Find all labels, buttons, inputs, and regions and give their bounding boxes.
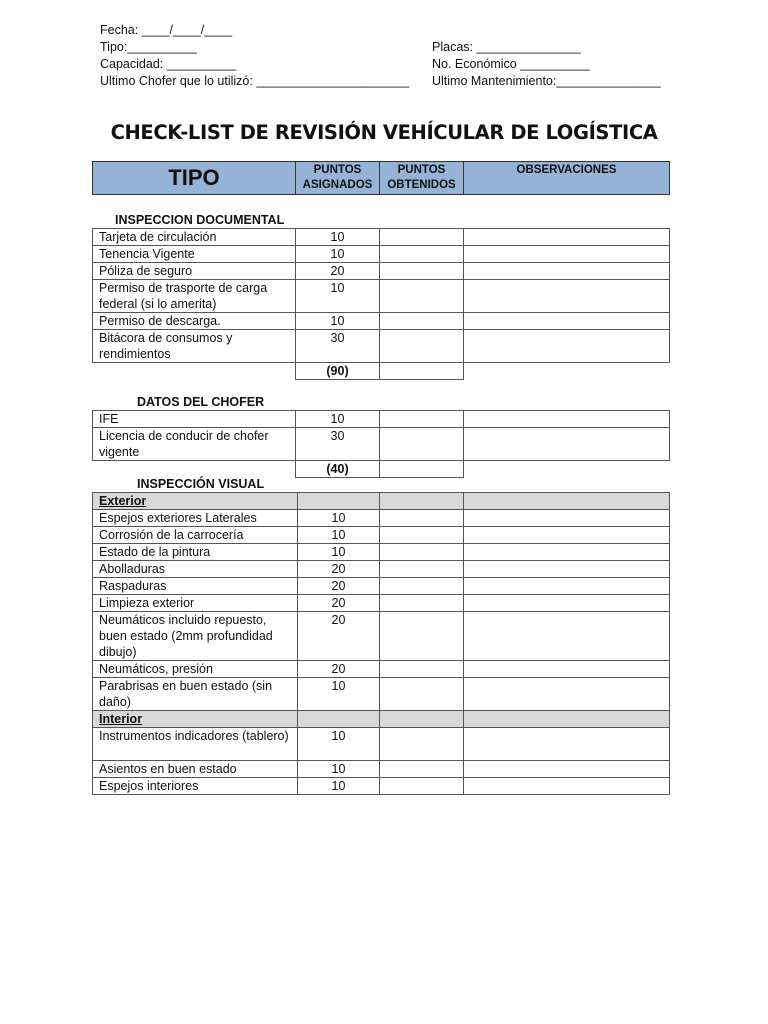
subsection-exterior: Exterior xyxy=(93,493,298,510)
item-label: Espejos interiores xyxy=(93,778,298,795)
item-label: Bitácora de consumos y rendimientos xyxy=(93,330,296,363)
blank-cell xyxy=(93,461,296,478)
points-obtained-cell[interactable] xyxy=(380,246,464,263)
item-label: Permiso de descarga. xyxy=(93,313,296,330)
item-points: 30 xyxy=(296,330,380,363)
points-obtained-cell[interactable] xyxy=(380,678,464,711)
observations-cell[interactable] xyxy=(464,661,670,678)
total-obtained-cell[interactable] xyxy=(380,363,464,380)
points-obtained-cell[interactable] xyxy=(380,561,464,578)
gray-cell xyxy=(298,711,380,728)
item-label: Estado de la pintura xyxy=(93,544,298,561)
points-obtained-cell[interactable] xyxy=(380,728,464,761)
item-points: 20 xyxy=(296,263,380,280)
gray-cell xyxy=(380,711,464,728)
item-label: Raspaduras xyxy=(93,578,298,595)
observations-cell[interactable] xyxy=(464,578,670,595)
points-obtained-cell[interactable] xyxy=(380,612,464,661)
observations-cell[interactable] xyxy=(464,612,670,661)
observations-cell[interactable] xyxy=(464,678,670,711)
item-label: Asientos en buen estado xyxy=(93,761,298,778)
observations-cell[interactable] xyxy=(464,527,670,544)
col-puntos-obtenidos: PUNTOS OBTENIDOS xyxy=(380,162,464,195)
item-points: 10 xyxy=(298,510,380,527)
blank-cell xyxy=(464,363,670,380)
item-points: 30 xyxy=(296,428,380,461)
item-points: 10 xyxy=(298,678,380,711)
col-tipo: TIPO xyxy=(93,162,296,195)
item-label: Espejos exteriores Laterales xyxy=(93,510,298,527)
points-obtained-cell[interactable] xyxy=(380,229,464,246)
table-documental xyxy=(92,228,670,380)
item-points: 10 xyxy=(296,229,380,246)
item-points: 10 xyxy=(296,246,380,263)
observations-cell[interactable] xyxy=(464,246,670,263)
observations-cell[interactable] xyxy=(464,761,670,778)
table-chofer xyxy=(92,410,670,478)
total-obtained-cell[interactable] xyxy=(380,461,464,478)
item-label: Permiso de trasporte de carga federal (si lo amerita) xyxy=(93,280,296,313)
gray-cell xyxy=(464,493,670,510)
points-obtained-cell[interactable] xyxy=(380,313,464,330)
points-obtained-cell[interactable] xyxy=(380,761,464,778)
observations-cell[interactable] xyxy=(464,595,670,612)
points-obtained-cell[interactable] xyxy=(380,510,464,527)
item-points: 10 xyxy=(298,544,380,561)
section-total: (90) xyxy=(296,363,380,380)
col-observaciones: OBSERVACIONES xyxy=(464,162,670,195)
points-obtained-cell[interactable] xyxy=(380,280,464,313)
points-obtained-cell[interactable] xyxy=(380,578,464,595)
points-obtained-cell[interactable] xyxy=(380,527,464,544)
item-points: 10 xyxy=(298,778,380,795)
table-visual xyxy=(92,492,670,795)
column-header xyxy=(92,161,670,195)
item-label: IFE xyxy=(93,411,296,428)
item-points: 10 xyxy=(298,527,380,544)
placas-field[interactable]: Placas: _______________ xyxy=(432,40,581,54)
points-obtained-cell[interactable] xyxy=(380,428,464,461)
points-obtained-cell[interactable] xyxy=(380,778,464,795)
capacidad-field[interactable]: Capacidad: __________ xyxy=(100,57,237,71)
item-points: 20 xyxy=(298,578,380,595)
gray-cell xyxy=(380,493,464,510)
item-points: 10 xyxy=(296,411,380,428)
page-title: CHECK-LIST DE REVISIÓN VEHÍCULAR DE LOGÍSTICA xyxy=(110,121,658,144)
item-label: Tenencia Vigente xyxy=(93,246,296,263)
observations-cell[interactable] xyxy=(464,561,670,578)
observations-cell[interactable] xyxy=(464,411,670,428)
points-obtained-cell[interactable] xyxy=(380,411,464,428)
points-obtained-cell[interactable] xyxy=(380,330,464,363)
observations-cell[interactable] xyxy=(464,313,670,330)
points-obtained-cell[interactable] xyxy=(380,661,464,678)
observations-cell[interactable] xyxy=(464,778,670,795)
item-label: Tarjeta de circulación xyxy=(93,229,296,246)
blank-cell xyxy=(464,461,670,478)
observations-cell[interactable] xyxy=(464,229,670,246)
subsection-interior: Interior xyxy=(93,711,298,728)
blank-cell xyxy=(93,363,296,380)
section-title-visual: INSPECCIÓN VISUAL xyxy=(137,477,265,491)
observations-cell[interactable] xyxy=(464,544,670,561)
item-label: Póliza de seguro xyxy=(93,263,296,280)
item-points: 10 xyxy=(298,761,380,778)
no-economico-field[interactable]: No. Económico __________ xyxy=(432,57,590,71)
ultimo-mantenimiento-field[interactable]: Ultimo Mantenimiento:_______________ xyxy=(432,74,661,88)
ultimo-chofer-field[interactable]: Ultimo Chofer que lo utilizó: ______________________ xyxy=(100,74,410,88)
item-label: Neumáticos incluido repuesto, buen estado (2mm profundidad dibujo) xyxy=(93,612,298,661)
points-obtained-cell[interactable] xyxy=(380,544,464,561)
item-points: 20 xyxy=(298,595,380,612)
tipo-field[interactable]: Tipo:__________ xyxy=(100,40,197,54)
observations-cell[interactable] xyxy=(464,263,670,280)
observations-cell[interactable] xyxy=(464,280,670,313)
item-points: 20 xyxy=(298,561,380,578)
section-total: (40) xyxy=(296,461,380,478)
item-label: Abolladuras xyxy=(93,561,298,578)
section-title-chofer: DATOS DEL CHOFER xyxy=(137,395,265,409)
points-obtained-cell[interactable] xyxy=(380,263,464,280)
item-label: Instrumentos indicadores (tablero) xyxy=(93,728,298,761)
item-points: 10 xyxy=(296,313,380,330)
observations-cell[interactable] xyxy=(464,330,670,363)
item-label: Neumáticos, presión xyxy=(93,661,298,678)
item-label: Licencia de conducir de chofer vigente xyxy=(93,428,296,461)
fecha-field[interactable]: Fecha: ____/____/____ xyxy=(100,23,233,37)
item-label: Parabrisas en buen estado (sin daño) xyxy=(93,678,298,711)
item-points: 20 xyxy=(298,612,380,661)
item-points: 10 xyxy=(298,728,380,761)
gray-cell xyxy=(464,711,670,728)
item-label: Corrosión de la carrocería xyxy=(93,527,298,544)
points-obtained-cell[interactable] xyxy=(380,595,464,612)
gray-cell xyxy=(298,493,380,510)
observations-cell[interactable] xyxy=(464,728,670,761)
observations-cell[interactable] xyxy=(464,428,670,461)
item-points: 10 xyxy=(296,280,380,313)
section-title-documental: INSPECCION DOCUMENTAL xyxy=(115,213,285,227)
col-puntos-asignados: PUNTOS ASIGNADOS xyxy=(296,162,380,195)
observations-cell[interactable] xyxy=(464,510,670,527)
item-points: 20 xyxy=(298,661,380,678)
item-label: Limpieza exterior xyxy=(93,595,298,612)
